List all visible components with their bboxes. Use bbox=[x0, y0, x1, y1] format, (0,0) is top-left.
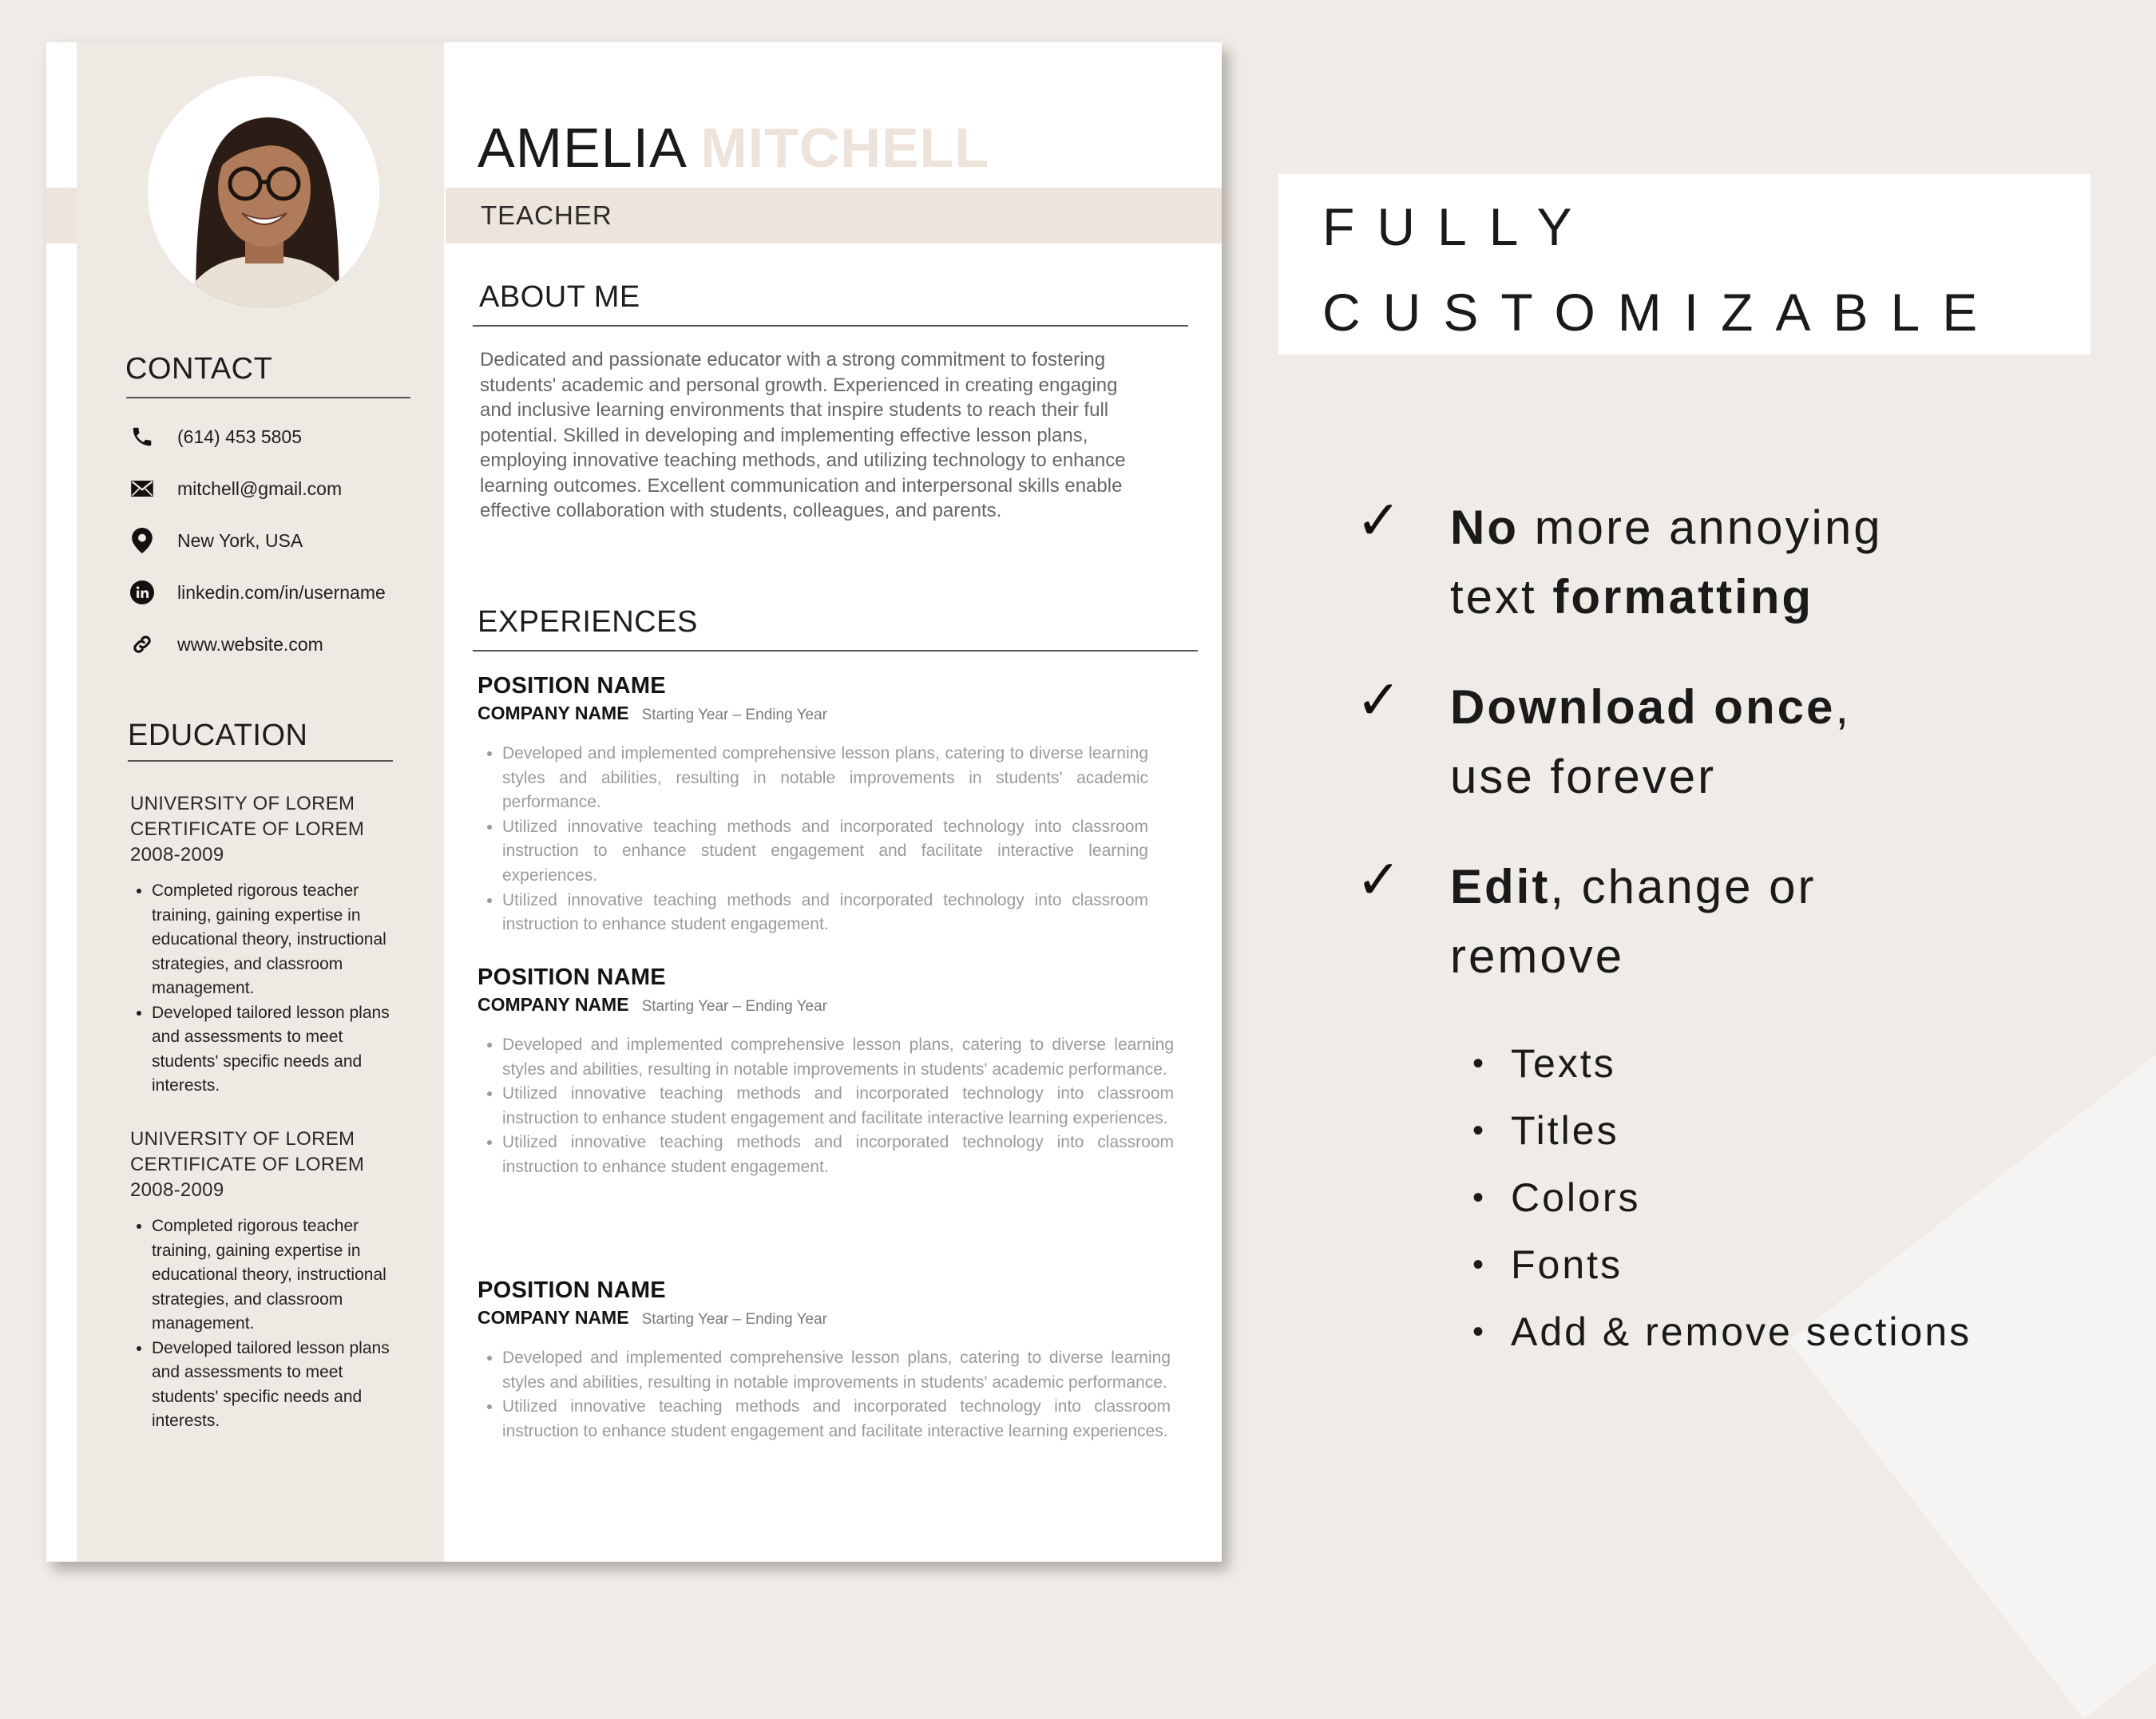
envelope-icon bbox=[126, 473, 158, 505]
resume-page bbox=[46, 42, 1222, 1562]
customizable-list bbox=[1472, 1030, 1972, 1365]
experiences-title: EXPERIENCES bbox=[478, 605, 698, 639]
website-text: www.website.com bbox=[177, 633, 323, 655]
experience-entry bbox=[478, 673, 1148, 937]
education-entry bbox=[130, 1127, 402, 1434]
experience-entry bbox=[478, 1277, 1171, 1444]
experiences-divider bbox=[473, 650, 1198, 652]
experience-bullet: • Developed and implemented comprehensive lesson plans, catering to diverse learning styles and abilities, resulting in notable improvements in students' academic performance. bbox=[502, 1033, 1174, 1082]
link-icon bbox=[126, 628, 158, 660]
bullet-icon: • bbox=[1472, 1179, 1487, 1215]
company-name: COMPANY NAME bbox=[478, 703, 629, 723]
education-entry bbox=[130, 791, 402, 1099]
promo-title-box bbox=[1278, 174, 2091, 354]
experience-bullets bbox=[478, 1033, 1174, 1180]
education-years: 2008-2009 bbox=[130, 844, 224, 865]
profile-photo bbox=[148, 76, 379, 307]
experience-bullets bbox=[478, 742, 1148, 937]
feature-text: Download once, use forever bbox=[1450, 680, 1852, 803]
position-name: POSITION NAME bbox=[478, 673, 666, 699]
experience-bullets bbox=[478, 1346, 1171, 1444]
experience-years: Starting Year – Ending Year bbox=[641, 1311, 827, 1328]
position-name: POSITION NAME bbox=[478, 1277, 666, 1303]
company-line bbox=[478, 994, 1174, 1016]
contact-email[interactable] bbox=[126, 473, 342, 505]
last-name: MITCHELL bbox=[700, 117, 990, 179]
linkedin-text: linkedin.com/in/username bbox=[177, 581, 386, 603]
about-divider bbox=[473, 325, 1188, 327]
accent-band-left bbox=[46, 188, 77, 244]
bullet-icon: • bbox=[1472, 1112, 1487, 1148]
phone-text: (614) 453 5805 bbox=[177, 426, 303, 447]
education-title: EDUCATION bbox=[128, 719, 308, 752]
about-title: ABOUT ME bbox=[479, 280, 640, 314]
contact-linkedin[interactable] bbox=[126, 576, 386, 608]
position-name: POSITION NAME bbox=[478, 964, 666, 990]
education-school: UNIVERSITY OF LOREM bbox=[130, 793, 355, 814]
experience-years: Starting Year – Ending Year bbox=[641, 998, 827, 1015]
education-divider bbox=[128, 760, 393, 762]
list-item: • Colors bbox=[1472, 1175, 1641, 1220]
resume-name bbox=[478, 116, 989, 180]
contact-title: CONTACT bbox=[125, 352, 273, 386]
education-school: UNIVERSITY OF LOREM bbox=[130, 1128, 355, 1150]
phone-icon bbox=[126, 421, 158, 453]
company-line bbox=[478, 1307, 1171, 1329]
experience-bullet: • Utilized innovative teaching methods and incorporated technology into classroom instruction to enhance student engagement and facilitate interactive learning experiences. bbox=[502, 1082, 1174, 1131]
education-bullet: • Completed rigorous teacher training, gaining expertise in educational theory, instructional strategies, and classroom management. bbox=[152, 1214, 402, 1337]
experience-bullet: • Developed and implemented comprehensive lesson plans, catering to diverse learning styles and abilities, resulting in notable improvements in students' academic performance. bbox=[502, 742, 1148, 815]
checkmark-icon: ✓ bbox=[1356, 850, 1401, 910]
feature-item bbox=[1356, 490, 2076, 632]
experience-years: Starting Year – Ending Year bbox=[641, 707, 827, 723]
contact-location bbox=[126, 525, 303, 556]
contact-phone[interactable] bbox=[126, 421, 302, 453]
checkmark-icon: ✓ bbox=[1356, 670, 1401, 731]
education-bullet: • Developed tailored lesson plans and assessments to meet students' specific needs and interests. bbox=[152, 1337, 402, 1434]
about-text: Dedicated and passionate educator with a strong commitment to fostering students' academic and personal growth. Experienced in creating engaging and inclusive learning environments that inspire students to reach their full potential. Skilled in developing and implementing effective lesson plans, employing innovative teaching methods, and utilizing technology to enhance learning outcomes. Excellent communication and interpersonal skills enable effective collaboration with students, colleagues, and parents. bbox=[480, 349, 1126, 521]
location-text: New York, USA bbox=[177, 529, 303, 551]
experience-bullet: • Utilized innovative teaching methods and incorporated technology into classroom instruction to enhance student engagement and facilitate interactive learning experiences. bbox=[502, 815, 1148, 889]
company-name: COMPANY NAME bbox=[478, 1307, 629, 1328]
education-bullet: • Developed tailored lesson plans and assessments to meet students' specific needs and interests. bbox=[152, 1001, 402, 1099]
location-pin-icon bbox=[126, 525, 158, 556]
resume-role: TEACHER bbox=[481, 200, 612, 230]
education-certificate: CERTIFICATE OF LOREM bbox=[130, 818, 365, 840]
experience-bullet: • Utilized innovative teaching methods and incorporated technology into classroom instruction to enhance student engagement. bbox=[502, 1131, 1174, 1179]
bullet-icon: • bbox=[1472, 1045, 1487, 1081]
company-line bbox=[478, 703, 1148, 724]
list-item: • Texts bbox=[1472, 1041, 1616, 1086]
email-text: mitchell@gmail.com bbox=[177, 477, 343, 499]
education-bullets bbox=[130, 879, 402, 1099]
experience-bullet: • Utilized innovative teaching methods and incorporated technology into classroom instruction to enhance student engagement and facilitate interactive learning experiences. bbox=[502, 1395, 1171, 1444]
education-bullets bbox=[130, 1214, 402, 1434]
feature-item bbox=[1357, 852, 2076, 991]
feature-text: Edit, change or remove bbox=[1450, 860, 1817, 983]
education-bullet: • Completed rigorous teacher training, gaining expertise in educational theory, instructional strategies, and classroom management. bbox=[152, 879, 402, 1001]
experience-bullet: • Developed and implemented comprehensive lesson plans, catering to diverse learning styles and abilities, resulting in notable improvements in students' academic performance. bbox=[502, 1346, 1171, 1395]
promo-line-2: CUSTOMIZABLE bbox=[1322, 283, 2000, 342]
education-certificate: CERTIFICATE OF LOREM bbox=[130, 1154, 365, 1175]
list-item: • Fonts bbox=[1472, 1242, 1623, 1287]
feature-item bbox=[1357, 672, 2076, 811]
feature-text: No more annoying text formatting bbox=[1450, 501, 1883, 624]
first-name: AMELIA bbox=[478, 117, 684, 179]
contact-divider bbox=[126, 397, 410, 398]
education-years: 2008-2009 bbox=[130, 1179, 224, 1201]
contact-website[interactable] bbox=[126, 628, 323, 660]
list-item: • Add & remove sections bbox=[1472, 1309, 1972, 1354]
bullet-icon: • bbox=[1472, 1246, 1487, 1282]
linkedin-icon bbox=[126, 576, 158, 608]
promo-line-1: FULLY bbox=[1322, 197, 1595, 256]
experience-bullet: • Utilized innovative teaching methods and incorporated technology into classroom instruction to enhance student engagement. bbox=[502, 889, 1148, 937]
checkmark-icon: ✓ bbox=[1356, 490, 1401, 551]
company-name: COMPANY NAME bbox=[478, 994, 629, 1015]
experience-entry bbox=[478, 964, 1174, 1180]
bullet-icon: • bbox=[1472, 1313, 1487, 1349]
list-item: • Titles bbox=[1472, 1108, 1619, 1153]
